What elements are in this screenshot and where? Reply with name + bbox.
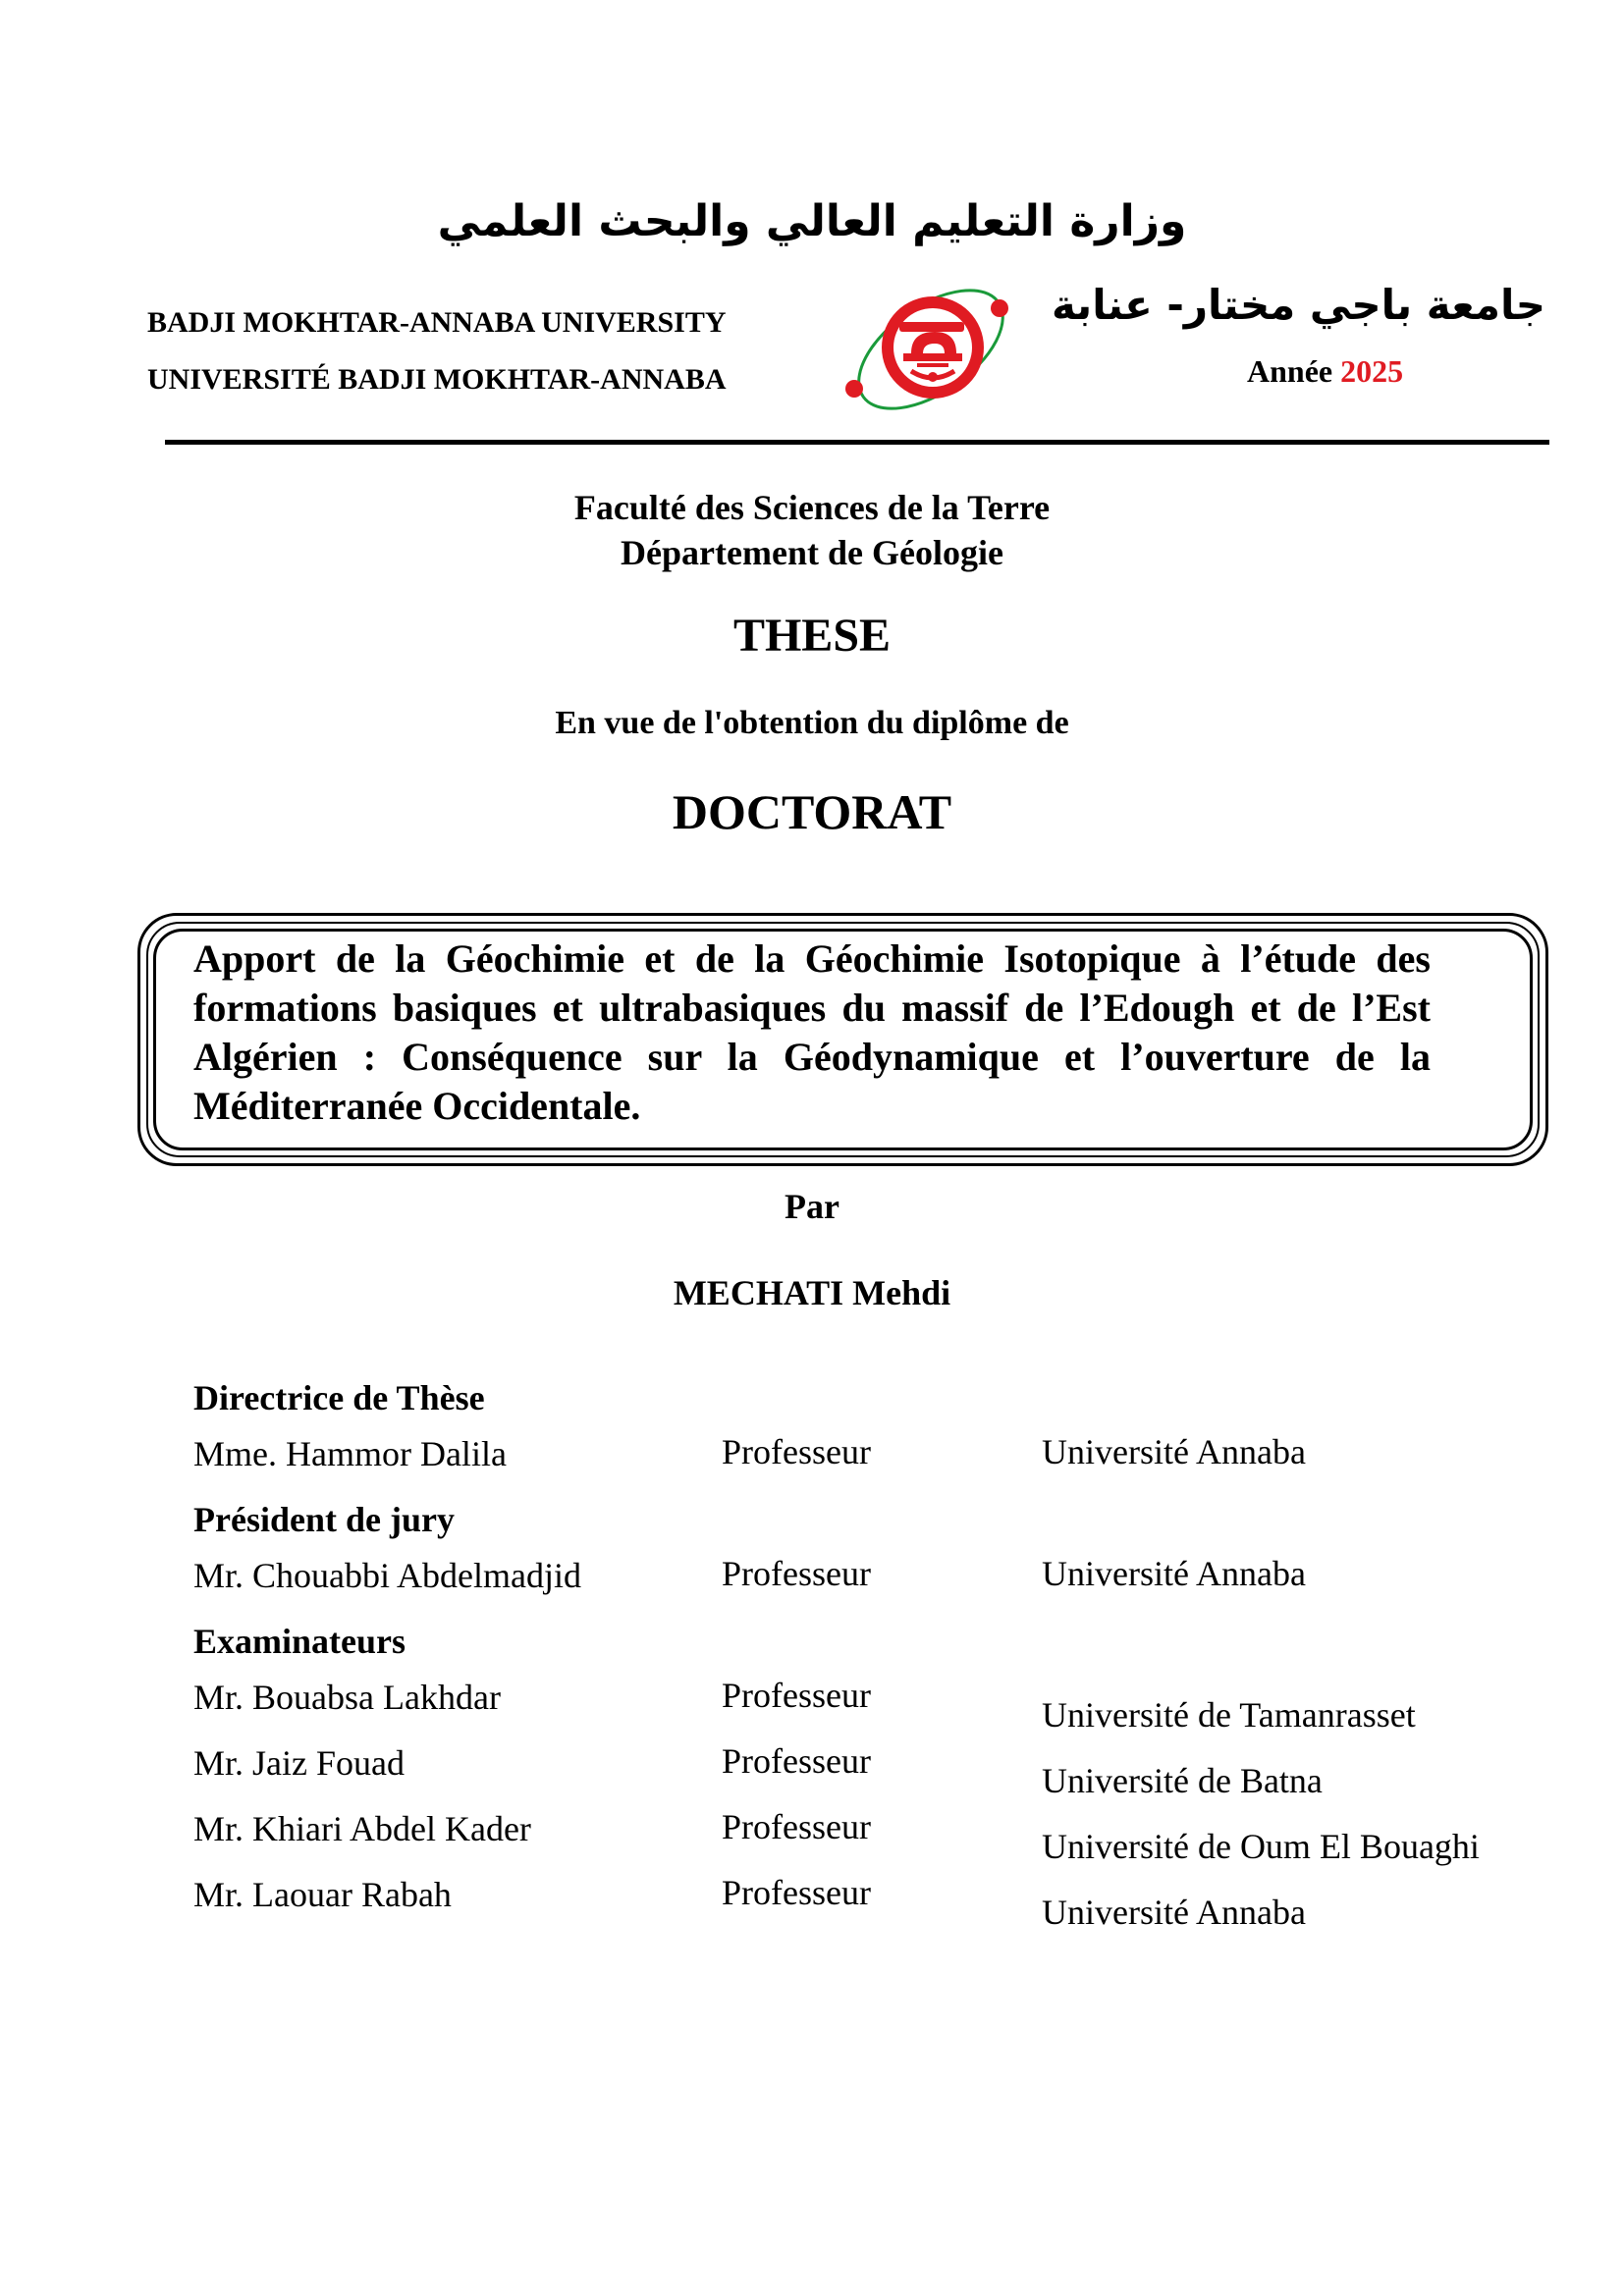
by-label: Par	[785, 1187, 839, 1226]
university-name-block	[147, 294, 727, 408]
year-value: 2025	[1340, 353, 1404, 389]
university-name-en: BADJI MOKHTAR-ANNABA UNIVERSITY	[147, 306, 727, 339]
member-university: Université de Tamanrasset	[1042, 1695, 1416, 1735]
member-grade: Professeur	[722, 1432, 871, 1471]
member-university: Université Annaba	[1042, 1554, 1306, 1593]
president-heading: Président de jury	[193, 1500, 455, 1539]
member-grade: Professeur	[722, 1676, 871, 1715]
ministry-title-ar: وزارة التعليم العالي والبحث العلمي	[437, 196, 1187, 246]
member-university: Université de Batna	[1042, 1761, 1323, 1800]
faculty-block	[0, 485, 1624, 575]
thesis-type: THESE	[732, 610, 892, 662]
thesis-title: Apport de la Géochimie et de la Géochimie Isotopique à l’étude des formations basiques et ultrabasiques du massif de l’Edough et de l’Est Algérien : Conséquence sur la Géodynamique et l’ouverture de la Méditerranée Occidentale.	[193, 936, 1431, 1128]
member-name: Mme. Hammor Dalila	[193, 1434, 507, 1473]
member-name: Mr. Laouar Rabah	[193, 1875, 452, 1914]
faculty-name: Faculté des Sciences de la Terre	[573, 488, 1051, 527]
member-grade: Professeur	[722, 1807, 871, 1846]
jury-row-examiner	[193, 1735, 1568, 1800]
member-university: Université Annaba	[1042, 1432, 1306, 1471]
degree-name: DOCTORAT	[672, 784, 952, 839]
examiners-heading: Examinateurs	[193, 1622, 406, 1661]
university-name-fr: UNIVERSITÉ BADJI MOKHTAR-ANNABA	[147, 363, 727, 396]
jury-row-examiner	[193, 1800, 1568, 1866]
director-heading: Directrice de Thèse	[193, 1378, 485, 1417]
author-name: MECHATI Mehdi	[673, 1273, 951, 1312]
jury-row-director	[193, 1425, 1568, 1492]
member-university: Université Annaba	[1042, 1893, 1306, 1932]
header-divider	[165, 440, 1549, 445]
university-name-ar: جامعة باجي مختار- عنابة	[1051, 281, 1545, 329]
jury-row-examiner	[193, 1866, 1568, 1932]
jury-row-president	[193, 1547, 1568, 1614]
jury-row-examiner	[193, 1669, 1568, 1735]
member-name: Mr. Bouabsa Lakhdar	[193, 1678, 501, 1717]
member-university: Université de Oum El Bouaghi	[1042, 1827, 1480, 1866]
member-name: Mr. Jaiz Fouad	[193, 1743, 405, 1783]
member-name: Mr. Chouabbi Abdelmadjid	[193, 1556, 581, 1595]
year-text: Année	[1247, 353, 1333, 389]
jury-list	[193, 1370, 1568, 1932]
member-grade: Professeur	[722, 1554, 871, 1593]
department-name: Département de Géologie	[621, 533, 1003, 572]
member-grade: Professeur	[722, 1873, 871, 1912]
member-grade: Professeur	[722, 1741, 871, 1781]
year-label	[1247, 353, 1403, 390]
member-name: Mr. Khiari Abdel Kader	[193, 1809, 531, 1848]
thesis-purpose: En vue de l'obtention du diplôme de	[555, 705, 1069, 741]
